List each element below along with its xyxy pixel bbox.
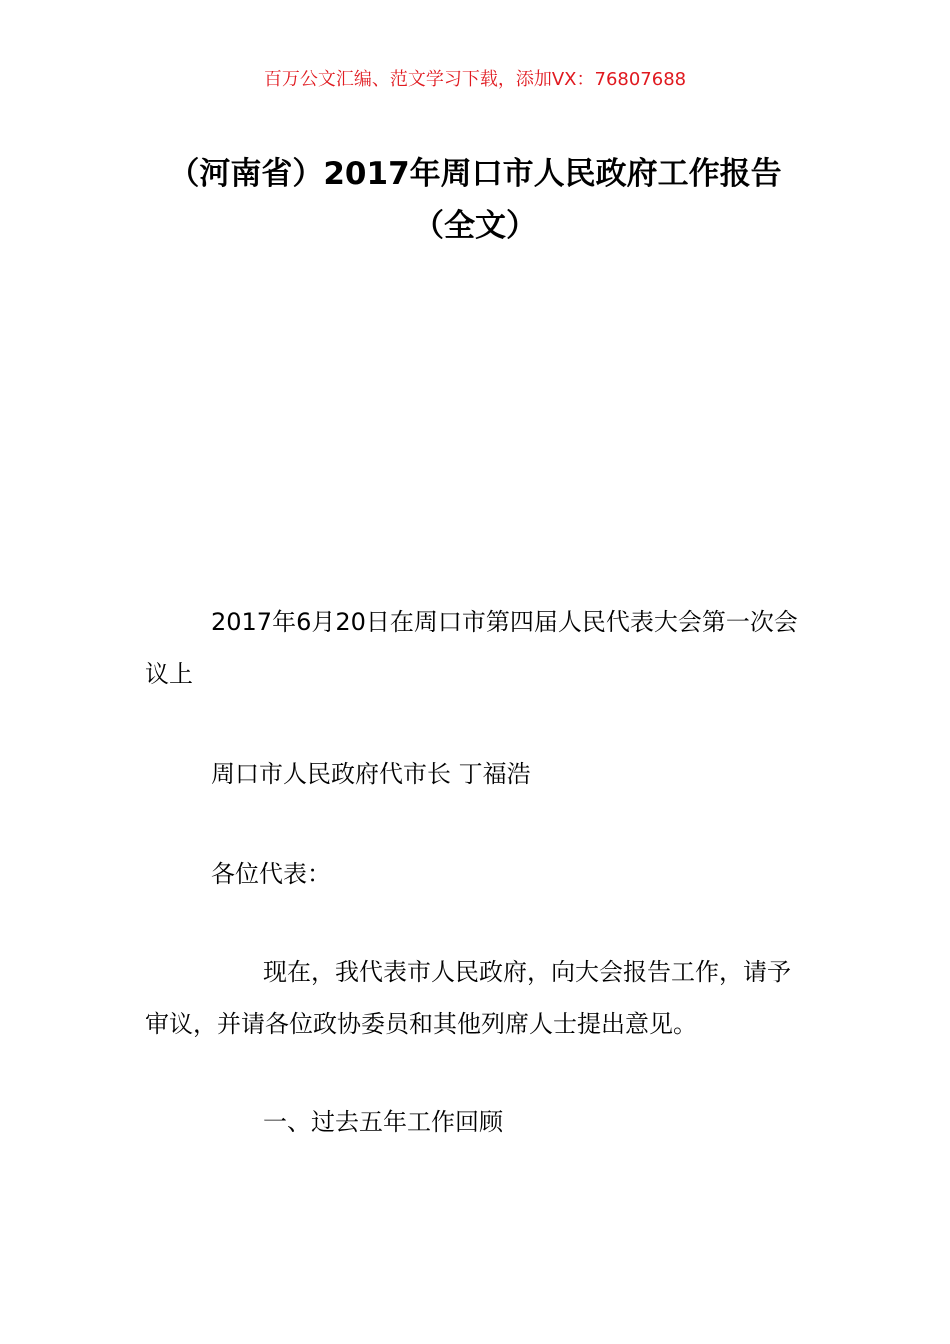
meeting-info-paragraph: 2017年6月20日在周口市第四届人民代表大会第一次会议上 (145, 608, 798, 688)
speaker-line: 周口市人民政府代市长 丁福浩 (211, 760, 531, 788)
intro-paragraph: 现在，我代表市人民政府，向大会报告工作，请予审议，并请各位政协委员和其他列席人士提出意见。 (145, 958, 791, 1038)
document-title: （河南省）2017年周口市人民政府工作报告（全文） (168, 156, 782, 244)
header-note: 百万公文汇编、范文学习下载，添加VX：76807688 (263, 69, 687, 90)
salutation-line: 各位代表： (211, 860, 331, 888)
section-heading: 一、过去五年工作回顾 (263, 1108, 503, 1136)
